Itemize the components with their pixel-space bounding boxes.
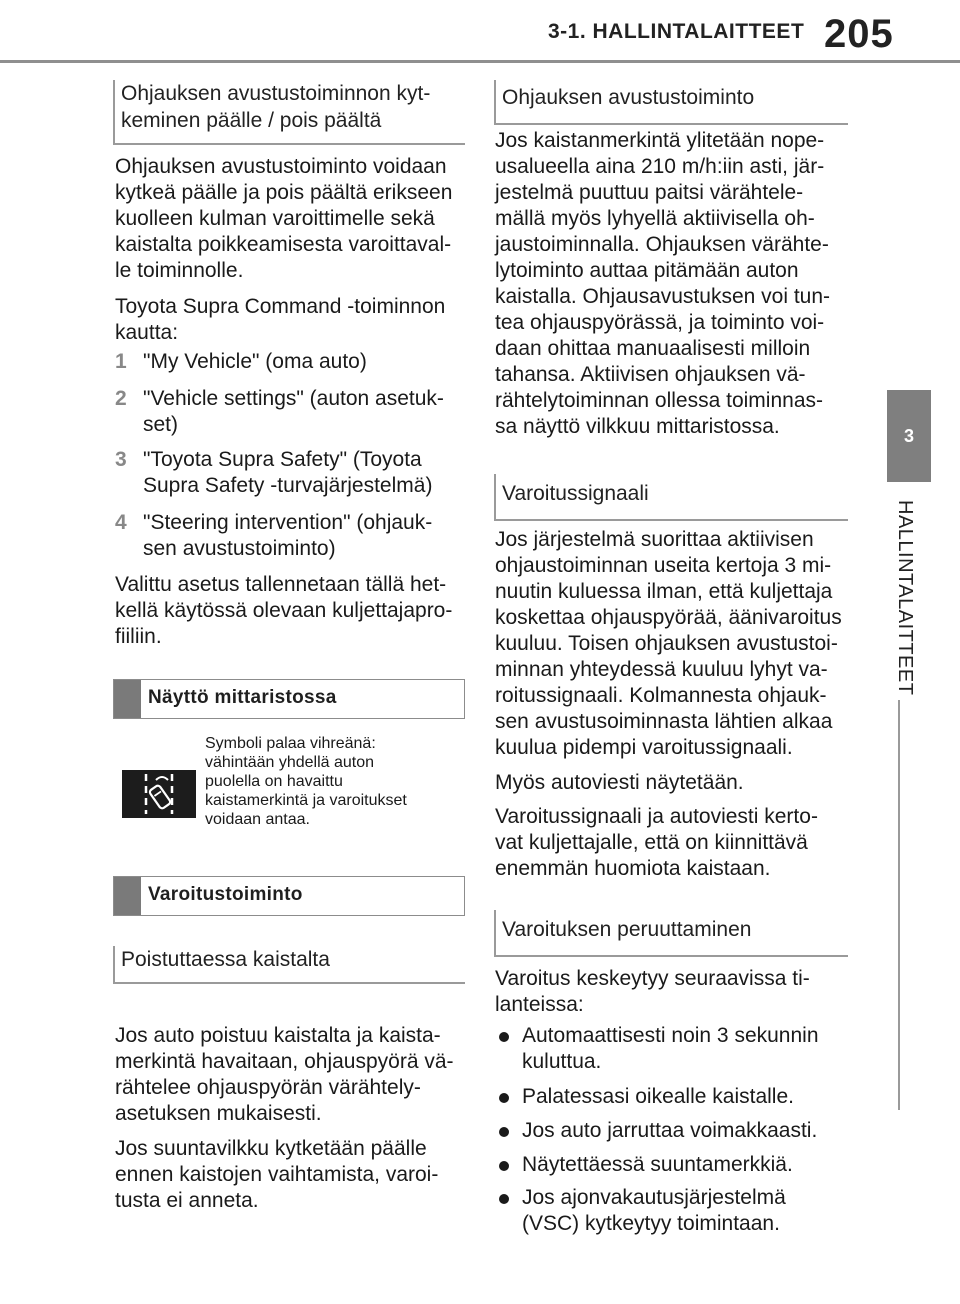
step-text [143, 447, 432, 499]
symbol-description [205, 734, 455, 829]
intro-line: le toiminnolle. [115, 259, 244, 282]
section-box-display [113, 679, 465, 719]
assist-line: jaustoiminnalla. Ohjauksen värähte- [495, 233, 829, 256]
step-item [115, 386, 465, 438]
lane-steering-assist-icon-graphic [122, 770, 196, 818]
assist-line: mällä myös lyhyellä aktiivisella oh- [495, 207, 815, 230]
bullet-item [495, 1118, 850, 1144]
assist-line: kaistalla. Ohjausavustuksen voi tun- [495, 285, 831, 308]
signal-line: sen avustusoiminnasta lähtien alkaa [495, 710, 833, 733]
intro-line: kytkeä päälle ja pois päältä erikseen [115, 181, 453, 204]
indicator-paragraph [115, 1136, 465, 1214]
bullet-line: Jos ajonvakautusjärjestelmä [522, 1186, 786, 1209]
step-line: "Toyota Supra Safety" (Toyota [143, 448, 422, 471]
page-number: 205 [824, 12, 894, 56]
subheading-toggle [113, 80, 465, 145]
via-line: kautta: [115, 321, 179, 344]
subheading-toggle-line1: Ohjauksen avustustoiminnon kyt- [121, 82, 431, 105]
intro-line: kuolleen kulman varoittimelle sekä [115, 207, 435, 230]
section-box-bar [114, 680, 141, 718]
bullet-item [495, 1152, 850, 1178]
cancel-intro-paragraph [495, 966, 850, 1018]
step-line: set) [143, 413, 179, 436]
step-item [115, 447, 465, 499]
purpose-paragraph [495, 804, 850, 882]
bullet-line: (VSC) kytkeytyy toimintaan. [522, 1212, 780, 1235]
chapter-label: HALLINTALAITTEET [894, 500, 916, 696]
signal-paragraph [495, 527, 850, 761]
leave-lane-line: rähtelee ohjauspyörän värähtely- [115, 1076, 421, 1099]
chapter-side-line [898, 700, 900, 1110]
leave-lane-line: merkintä havaitaan, ohjauspyörä vä- [115, 1050, 454, 1073]
signal-line: Jos järjestelmä suorittaa aktiivisen [495, 528, 814, 551]
step-number: 3 [115, 448, 127, 471]
assist-line: tahansa. Aktiivisen ohjauksen vä- [495, 363, 806, 386]
bullet-item [495, 1084, 850, 1110]
section-box-warning [113, 876, 465, 916]
assist-line: jestelmä puuttuu paitsi värähtele- [495, 181, 804, 204]
leave-lane-line: asetuksen mukaisesti. [115, 1102, 322, 1125]
leave-lane-paragraph [115, 1023, 465, 1127]
saved-paragraph [115, 572, 465, 650]
step-line: Supra Safety -turvajärjestelmä) [143, 474, 433, 497]
step-text [143, 510, 432, 562]
step-line: sen avustustoiminto) [143, 537, 336, 560]
step-item [115, 349, 465, 375]
saved-line: fiiliin. [115, 625, 162, 648]
step-number: 2 [115, 387, 127, 410]
assist-line: usalueella aina 210 m/h:iin asti, jär- [495, 155, 825, 178]
bullet-item [495, 1185, 850, 1237]
bullet-text [522, 1185, 786, 1237]
assist-line: rähtelytoiminnan ollessa toiminnas- [495, 389, 823, 412]
step-line: "Steering intervention" (ohjauk- [143, 511, 433, 534]
bullet-line: Automaattisesti noin 3 sekunnin [522, 1024, 819, 1047]
leave-lane-line: Jos auto poistuu kaistalta ja kaista- [115, 1024, 441, 1047]
assist-line: tea ohjauspyörässä, ja toiminto voi- [495, 311, 825, 334]
signal-line: ohjaustoiminnan useita kertoja 3 mi- [495, 554, 832, 577]
assist-line: Jos kaistanmerkintä ylitetään nope- [495, 129, 825, 152]
assist-line: sa näyttö vilkkuu mittaristossa. [495, 415, 780, 438]
assist-line: daan ohittaa manuaalisesti milloin [495, 337, 811, 360]
signal-line: kuulua pidempi varoitussignaali. [495, 736, 793, 759]
symbol-desc-line: puolella on havaittu [205, 773, 343, 790]
bullet-text: Näytettäessä suuntamerkkiä. [522, 1153, 793, 1176]
step-text: "My Vehicle" (oma auto) [143, 350, 367, 373]
signal-line: roitussignaali. Kolmannesta ohjauk- [495, 684, 827, 707]
section-box-title: Näyttö mittaristossa [148, 687, 337, 708]
intro-line: Ohjauksen avustustoiminto voidaan [115, 155, 447, 178]
section-box-title: Varoitustoiminto [148, 884, 303, 905]
step-number: 1 [115, 350, 127, 373]
step-line: "Vehicle settings" (auton asetuk- [143, 387, 444, 410]
bullet-dot-icon [499, 1127, 509, 1137]
symbol-desc-line: vähintään yhdellä auton [205, 754, 375, 771]
subheading-cancel-warning [494, 910, 848, 957]
bullet-dot-icon [499, 1161, 509, 1171]
subheading-toggle-line2: keminen päälle / pois päältä [121, 109, 382, 132]
purpose-line: enemmän huomiota kaistaan. [495, 857, 771, 880]
bullet-text: Jos auto jarruttaa voimakkaasti. [522, 1119, 818, 1142]
lane-steering-assist-icon [122, 770, 196, 818]
section-box-bar [114, 877, 141, 915]
subheading-leaving-lane [113, 946, 465, 984]
bullet-dot-icon [499, 1194, 509, 1204]
subheading-steering-assist [494, 80, 848, 125]
symbol-desc-line: kaistamerkintä ja varoitukset [205, 792, 407, 809]
step-number: 4 [115, 511, 127, 534]
signal-line: kuuluu. Toisen ohjauksen avustustoi- [495, 632, 838, 655]
step-text [143, 386, 444, 438]
subheading-text: Varoituksen peruuttaminen [502, 918, 752, 941]
saved-line: Valittu asetus tallennetaan tällä het- [115, 573, 447, 596]
signal-line: koskettaa ohjauspyörää, äänivaroitus [495, 606, 842, 629]
header-rule [0, 60, 960, 63]
bullet-text [522, 1023, 819, 1075]
step-item [115, 510, 465, 562]
subheading-text: Ohjauksen avustustoiminto [502, 86, 755, 109]
bullet-line: kuluttua. [522, 1050, 602, 1073]
symbol-desc-line: voidaan antaa. [205, 811, 310, 828]
bullet-text: Palatessasi oikealle kaistalle. [522, 1085, 794, 1108]
signal-line: nuutin kuluessa ilman, että kuljettaja [495, 580, 833, 603]
symbol-desc-line: Symboli palaa vihreänä: [205, 735, 376, 752]
bullet-item [495, 1023, 850, 1075]
indicator-line: tusta ei anneta. [115, 1189, 259, 1212]
bullet-dot-icon [499, 1093, 509, 1103]
message-paragraph [495, 770, 850, 796]
assist-paragraph [495, 128, 850, 440]
cancel-intro-line: lanteissa: [495, 993, 584, 1016]
message-line: Myös autoviesti näytetään. [495, 771, 744, 794]
chapter-number: 3 [903, 426, 914, 446]
subheading-text: Poistuttaessa kaistalta [121, 948, 330, 971]
intro-line: kaistalta poikkeamisesta varoittaval- [115, 233, 452, 256]
subheading-warning-signal [494, 474, 848, 521]
chapter-tab [887, 390, 931, 482]
bullet-dot-icon [499, 1032, 509, 1042]
running-header-section: 3-1. HALLINTALAITTEET [548, 20, 805, 43]
indicator-line: Jos suuntavilkku kytketään päälle [115, 1137, 427, 1160]
assist-line: lytoiminto auttaa pitämään auton [495, 259, 799, 282]
indicator-line: ennen kaistojen vaihtamista, varoi- [115, 1163, 439, 1186]
saved-line: kellä käytössä olevaan kuljettajapro- [115, 599, 453, 622]
cancel-intro-line: Varoitus keskeytyy seuraavissa ti- [495, 967, 810, 990]
purpose-line: Varoitussignaali ja autoviesti kerto- [495, 805, 818, 828]
intro-paragraph [115, 154, 465, 284]
subheading-text: Varoitussignaali [502, 482, 649, 505]
via-line: Toyota Supra Command -toiminnon [115, 295, 446, 318]
signal-line: minnan yhteydessä kuuluu lyhyt va- [495, 658, 828, 681]
via-paragraph [115, 294, 465, 346]
purpose-line: vat kuljettajalle, että on kiinnittävä [495, 831, 808, 854]
